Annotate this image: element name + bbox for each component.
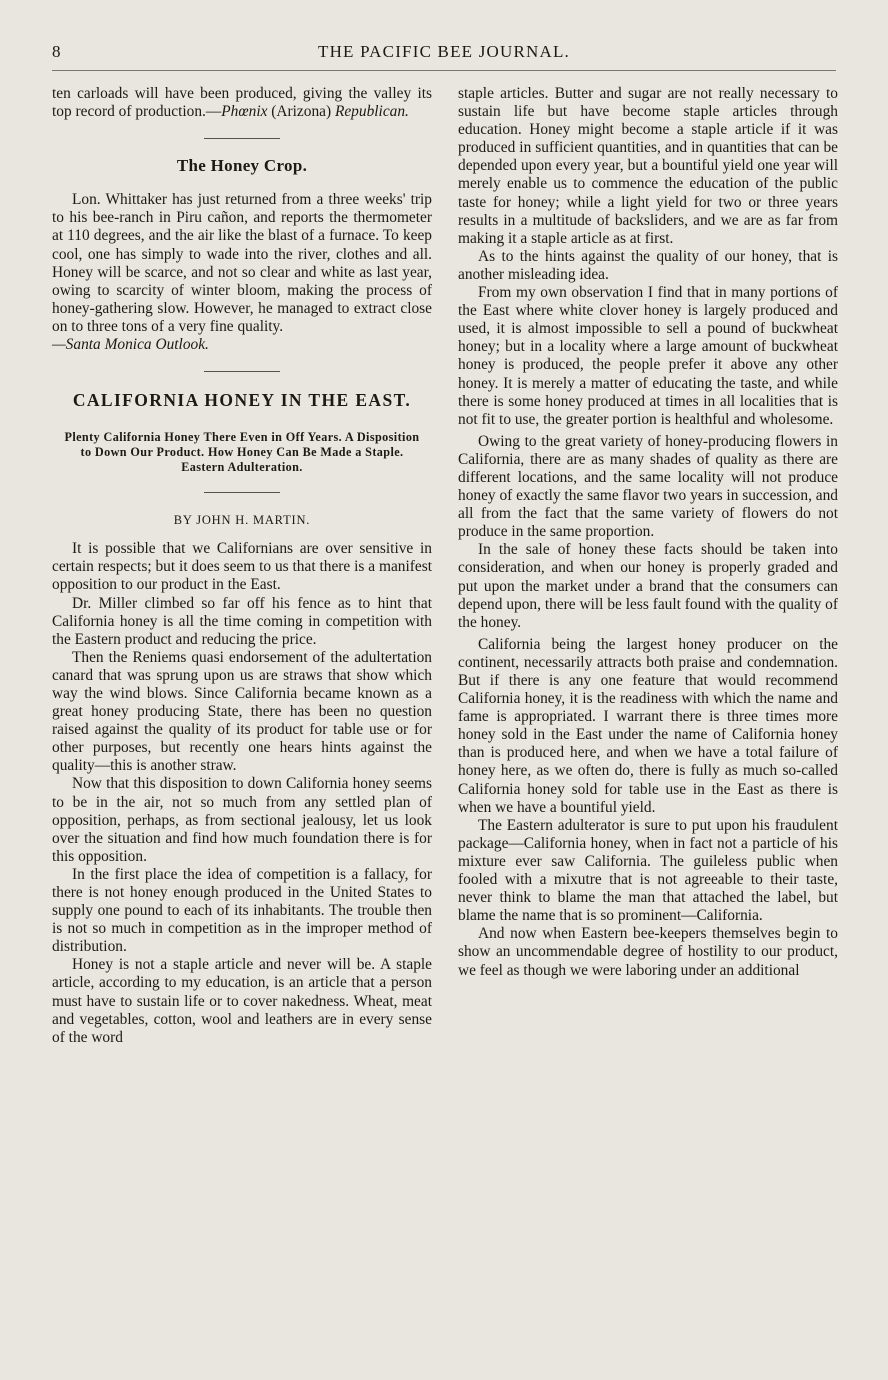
article-paragraph: As to the hints against the quality of our honey, that is another misleading idea. <box>458 247 838 283</box>
left-column <box>52 85 432 1047</box>
header-rule <box>52 70 836 71</box>
article-paragraph: Honey is not a staple article and never will be. A staple article, according to my education, is an article that a person must have to sustain life or to cover nakedness. Wheat, meat and vegetables, cotton, wool and leathers are in every sense of the word <box>52 956 432 1046</box>
section-title-honey-crop: The Honey Crop. <box>176 156 308 176</box>
right-column <box>458 85 838 980</box>
page-header <box>52 40 836 70</box>
article-paragraph: In the first place the idea of competition is a fallacy, for there is not honey enough produced in the United States to supply one pound to each of its inhabitants. The trouble then is not so much in competition as in the improper method of distribution. <box>52 865 432 956</box>
section-divider <box>204 138 280 139</box>
article-paragraph: In the sale of honey these facts should be taken into consideration, and when our honey is properly graded and put upon the market under a brand that the consumers can depend upon, there will be less fault found with the quality of the honey. <box>458 541 838 631</box>
section-title-california-honey: CALIFORNIA HONEY IN THE EAST. <box>72 390 412 411</box>
article-subhead: Plenty California Honey There Even in Off Years. A Disposition to Down Our Product. How Honey Can Be Made a Staple. Eastern Adulteration. <box>64 430 420 475</box>
article-paragraph: Now that this disposition to down California honey seems to be in the air, not so much from any settled plan of opposition, perhaps, as from sectional jealousy, let us look over the situation and find how much foundation there is for this opposition. <box>52 775 432 865</box>
article-paragraph: California being the largest honey producer on the continent, necessarily attracts both praise and condemnation. But if there is any one feature that would recommend California honey, it is the readiness with which the name and fame is appropriated. I warrant there is three times more honey sold in the East under the name of California honey than is produced here, and when we have a total failure of honey here, as we often do, there is fully as much so-called California honey sold for table use in the East as there is when we have a bountiful yield. <box>458 635 838 816</box>
opening-source-place: Phœnix <box>221 103 268 121</box>
byline-divider <box>204 492 280 493</box>
article-paragraph: staple articles. Butter and sugar are not really necessary to sustain life but have become staple articles through education. Honey might become a staple article if it was produced in sufficient quantities, and in quantities that can be depended upon every year, but a bountiful yield one year will merely enable us to commence the education of the public taste for honey; while a light yield for two or three years results in a multitude of backsliders, and we are as far from making it a staple article as at first. <box>458 85 838 247</box>
article-paragraph: It is possible that we Californians are over sensitive in certain respects; but it does seem to us that there is a manifest opposition to our product in the East. <box>52 540 432 594</box>
section-divider <box>204 371 280 372</box>
opening-paragraph <box>52 85 432 121</box>
article-paragraph: From my own observation I find that in many portions of the East where white clover honey is largely produced and used, it is almost impossible to sell a pound of buckwheat honey; but in a locality where a large amount of buckwheat honey is produced, the people prefer it above any other honey. It is merely a matter of educating the taste, and while there is some honey produced at times in all localities that is not fit to use, the greater portion is healthful and wholesome. <box>458 284 838 428</box>
article-paragraph: Dr. Miller climbed so far off his fence as to hint that California honey is all the time coming in competition with the Eastern product and reducing the price. <box>52 594 432 648</box>
opening-source-paper: Republican. <box>334 103 409 121</box>
page-number: 8 <box>52 42 61 61</box>
article-byline: BY JOHN H. MARTIN. <box>173 513 311 528</box>
article-paragraph: Owing to the great variety of honey-producing flowers in California, there are as many shades of quality as there are different locations, and the same locality will not produce honey of exactly the same flavor two years in succession, and all from the fact that the same variety of flowers do not produce in the same proportion. <box>458 432 838 541</box>
article-paragraph: And now when Eastern bee-keepers themselves begin to show an uncommendable degree of hostility to our product, we feel as though we were laboring under an additional <box>458 925 838 979</box>
journal-title: THE PACIFIC BEE JOURNAL. <box>317 42 571 61</box>
honey-crop-paragraph: Lon. Whittaker has just returned from a three weeks' trip to his bee-ranch in Piru cañon, and reports the thermometer at 110 degrees, and the air like the blast of a furnace. To keep cool, one has simply to wade into the river, clothes and all. Honey will be scarce, and not so clear and white as last year, owing to scarcity of winter bloom, making the process of honey-gathering slow. However, he managed to extract close on to three tons of a very fine quality. <box>52 191 432 335</box>
article-paragraph: Then the Reniems quasi endorsement of the adultertation canard that was sprung upon us are straws that show which way the wind blows. Since California became known as a great honey producing State, there has been no question raised against the quality of its product for table use or for other purposes, but recently one hears hints against the quality—this is another straw. <box>52 648 432 775</box>
honey-crop-source <box>52 336 432 354</box>
honey-crop-source-text: —Santa Monica Outlook. <box>52 336 209 354</box>
opening-source-mid: (Arizona) <box>267 103 335 121</box>
opening-text: ten carloads will have been produced, giving the valley its top record of production.— <box>52 85 432 121</box>
article-paragraph: The Eastern adulterator is sure to put upon his fraudulent package—California honey, when in fact not a particle of his mixture ever saw California. The guileless public when fooled with a mixutre that is not agreeable to their taste, never think to blame the man that attached the label, but blame the name that is so prominent—California. <box>458 816 838 925</box>
